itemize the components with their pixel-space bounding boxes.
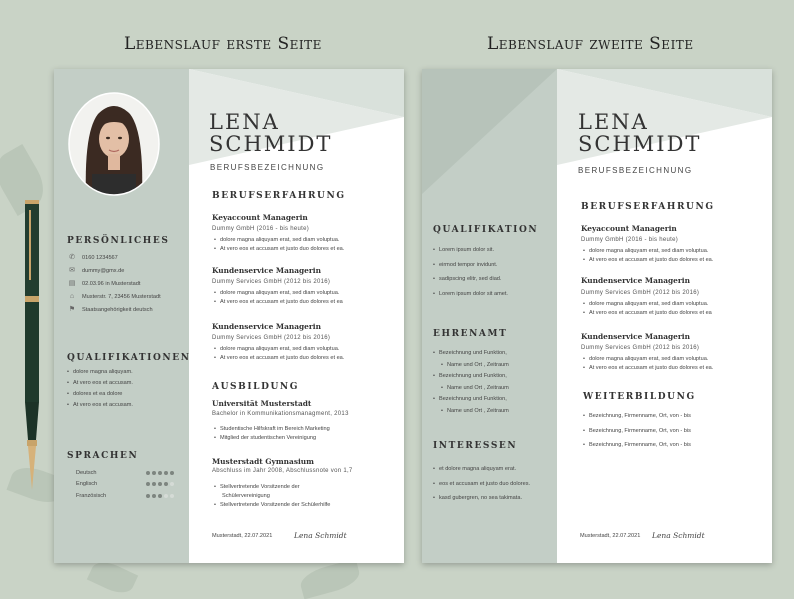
qualifications-list [67,367,133,411]
list-item: • dolore magna aliquyam. [67,367,133,378]
name-first: LENA [209,110,280,134]
profile-photo [68,92,160,196]
list-item: • Bezeichnung und Funktion, [433,371,509,383]
list-item: • At vero eos et accusam. [67,400,133,411]
edu-sub-1: Bachelor in Kommunikationsmanagment, 2013 [212,411,349,417]
list-item: • dolores et ea dolore [67,389,133,400]
job-title-2: Kundenservice Managerin [212,266,321,275]
job-bullets-3: • dolore magna aliquyam erat, sed diam voluptua. • At vero eos et accusam et justo duo dolores et ea. [583,355,713,373]
list-item: • At vero eos et accusam. [67,378,133,389]
fountain-pen-image [22,200,42,490]
job-sub-3: Dummy Services GmbH (2012 bis 2016) [212,335,331,341]
edu-bullets-2: • Stellvertretende Vorsitzende der Schülervereinigung • Stellvertretende Vorsitzende der Schülerhilfe [214,483,330,510]
language-row: Englisch [76,479,176,491]
experience-title: BERUFSERFAHRUNG [212,191,346,201]
list-item: • Bezeichnung, Firmenname, Ort, von - bis [583,424,691,439]
personal-row: ✉ dummy@gmx.de [67,265,189,278]
personal-title: PERSÖNLICHES [67,236,170,246]
qualification-list [433,243,508,301]
signature: Lena Schmidt [652,531,705,540]
job-sub-3: Dummy Services GmbH (2012 bis 2016) [581,345,700,351]
heading-page2: Lebenslauf zweite Seite [487,34,694,54]
list-item: • eirmod tempor invidunt. [433,258,508,273]
resume-page-2 [422,69,772,563]
job-bullets-1: • dolore magna aliquyam erat, sed diam voluptua. • At vero eos et accusam et justo duo dolores et ea. [583,247,713,265]
job-title-3: Kundenservice Managerin [212,322,321,331]
training-title: WEITERBILDUNG [583,392,696,402]
languages-list [76,467,176,502]
personal-row: ✆ 0160 1234567 [67,252,189,265]
phone-icon: ✆ [69,254,75,262]
personal-list [67,252,189,316]
job-sub-1: Dummy GmbH (2016 - bis heute) [212,226,310,232]
qualifications-title: QUALIFIKATIONEN [67,353,191,363]
mail-icon: ✉ [69,267,75,275]
list-item: • Bezeichnung und Funktion, [433,394,509,406]
job-bullets-3: • dolore magna aliquyam erat, sed diam voluptua. • At vero eos et accusam et justo duo dolores et ea. [214,345,344,363]
heading-page1: Lebenslauf erste Seite [124,34,322,54]
training-list [583,409,691,453]
list-item: • kasd gubergren, no sea takimata. [433,491,530,506]
list-item: • et dolore magna aliquyam erat. [433,462,530,477]
list-item-cont: • Name und Ort , Zeitraum [433,360,509,372]
name-last: SCHMIDT [209,132,333,156]
edu-sub-2: Abschluss im Jahr 2008, Abschlussnote von 1,7 [212,468,353,474]
interests-list [433,462,530,506]
gift-icon: ▤ [68,279,76,287]
language-row: Französisch [76,490,176,502]
volunteer-list [433,348,509,417]
flag-icon: ⚑ [68,305,76,313]
job-sub-2: Dummy Services GmbH (2012 bis 2016) [212,279,331,285]
signature: Lena Schmidt [294,531,347,540]
list-item: • Lorem ipsum dolor sit amet. [433,287,508,302]
language-row: Deutsch [76,467,176,479]
name-first: LENA [578,110,649,134]
job-title-1: Keyaccount Managerin [581,224,677,233]
job-bullets-2: • dolore magna aliquyam erat, sed diam voluptua. • At vero eos et accusam et justo duo dolores et ea [583,300,712,318]
name-last: SCHMIDT [578,132,702,156]
job-title: BERUFSBEZEICHNUNG [578,166,693,175]
resume-page-1 [54,69,404,563]
personal-row: ⚑ Staatsangehörigkeit deutsch [68,305,153,313]
job-bullets-1: • dolore magna aliquyam erat, sed diam voluptua. • At vero eos et accusam et justo duo dolores et ea. [214,236,344,254]
leaf-shadow [298,559,363,599]
list-item-cont: • Name und Ort , Zeitraum [433,406,509,418]
list-item: • Lorem ipsum dolor sit. [433,243,508,258]
experience-title: BERUFSERFAHRUNG [581,202,715,212]
job-sub-2: Dummy Services GmbH (2012 bis 2016) [581,290,700,296]
list-item-cont: • Name und Ort , Zeitraum [433,383,509,395]
job-title-2: Kundenservice Managerin [581,276,690,285]
job-bullets-2: • dolore magna aliquyam erat, sed diam voluptua. • At vero eos et accusam et justo duo dolores et ea [214,289,343,307]
edu-title-2: Musterstadt Gymnasium [212,457,314,466]
job-title-3: Kundenservice Managerin [581,332,690,341]
interests-title: INTERESSEN [433,441,518,451]
job-sub-1: Dummy GmbH (2016 - bis heute) [581,237,679,243]
list-item: • Bezeichnung, Firmenname, Ort, von - bis [583,409,691,424]
volunteer-title: EHRENAMT [433,329,508,339]
edu-title-1: Universität Musterstadt [212,399,312,408]
job-title: BERUFSBEZEICHNUNG [210,163,325,172]
qualification-title: QUALIFIKATION [433,225,539,235]
footer-place-date: Musterstadt, 22.07.2021 [212,533,273,539]
personal-row: ▤ 02.03.96 in Musterstadt [68,279,141,287]
job-title-1: Keyaccount Managerin [212,213,308,222]
edu-bullets-1: • Studentische Hilfskraft im Bereich Marketing • Mitglied der studentischen Vereinigung [214,425,330,443]
list-item: • Bezeichnung und Funktion, [433,348,509,360]
list-item: • sadipscing elitr, sed diad. [433,272,508,287]
list-item: • Bezeichnung, Firmenname, Ort, von - bis [583,438,691,453]
personal-row: ⌂ Musterstr. 7, 23456 Musterstadt [67,290,189,303]
home-icon: ⌂ [69,292,75,300]
languages-title: SPRACHEN [67,451,139,461]
education-title: AUSBILDUNG [212,382,300,392]
footer-place-date: Musterstadt, 22.07.2021 [580,533,641,539]
list-item: • eos et accusam et justo duo dolores. [433,477,530,492]
